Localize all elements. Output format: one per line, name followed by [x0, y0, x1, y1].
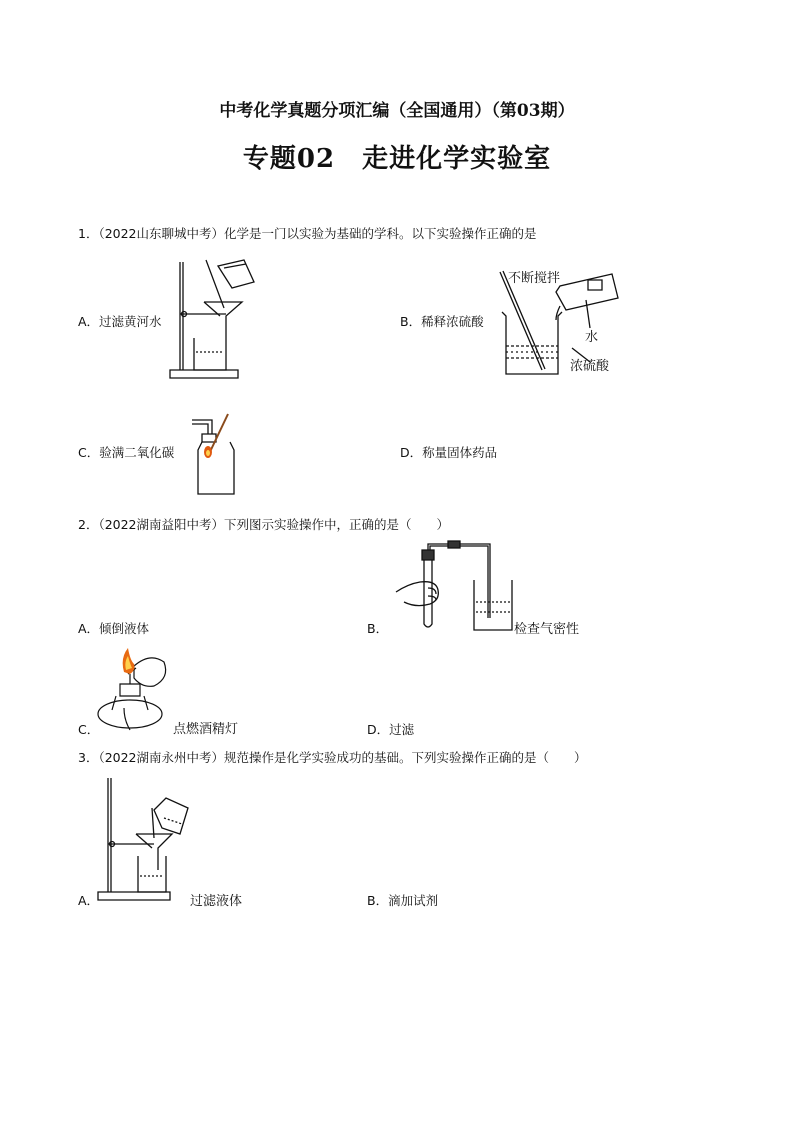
q2-c-label: 点燃酒精灯 — [173, 722, 239, 737]
q2-option-a: A．倾倒液体 — [78, 621, 150, 636]
q1-b-label-water: 水 — [585, 330, 599, 345]
q1-option-b: B．稀释浓硫酸 — [400, 314, 484, 329]
q2-option-b: B． — [367, 621, 389, 636]
q3-a-filtration-figure — [96, 776, 192, 904]
q1-b-label-stir: 不断搅拌 — [508, 271, 561, 286]
q3-option-a: A． — [78, 893, 100, 908]
question-2-stem: 2．（2022湖南益阳中考）下列图示实验操作中，正确的是（ ） — [78, 517, 450, 532]
q2-option-c: C． — [78, 722, 100, 737]
q1-option-c: C．验满二氧化碳 — [78, 445, 175, 460]
document-title: 专题02 走进化学实验室 — [242, 144, 552, 174]
q1-option-d: D．称量固体药品 — [400, 445, 498, 460]
q2-b-label: 检查气密性 — [514, 622, 580, 637]
q2-b-airtightness-figure — [392, 540, 516, 632]
q1-a-filtration-figure — [166, 256, 266, 384]
q3-option-b: B．滴加试剂 — [367, 893, 439, 908]
question-1-stem: 1．（2022山东聊城中考）化学是一门以实验为基础的学科。以下实验操作正确的是 — [78, 226, 537, 241]
q1-b-label-acid: 浓硫酸 — [570, 359, 610, 374]
q2-c-alcohol-lamp-figure — [94, 644, 172, 736]
document-subtitle: 中考化学真题分项汇编（全国通用）（第03期） — [219, 101, 575, 121]
q1-option-a: A．过滤黄河水 — [78, 314, 162, 329]
q1-c-co2-test-figure — [190, 412, 240, 496]
question-3-stem: 3．（2022湖南永州中考）规范操作是化学实验成功的基础。下列实验操作正确的是（ ） — [78, 750, 587, 765]
q3-a-label: 过滤液体 — [190, 894, 243, 909]
q2-option-d: D．过滤 — [367, 722, 415, 737]
